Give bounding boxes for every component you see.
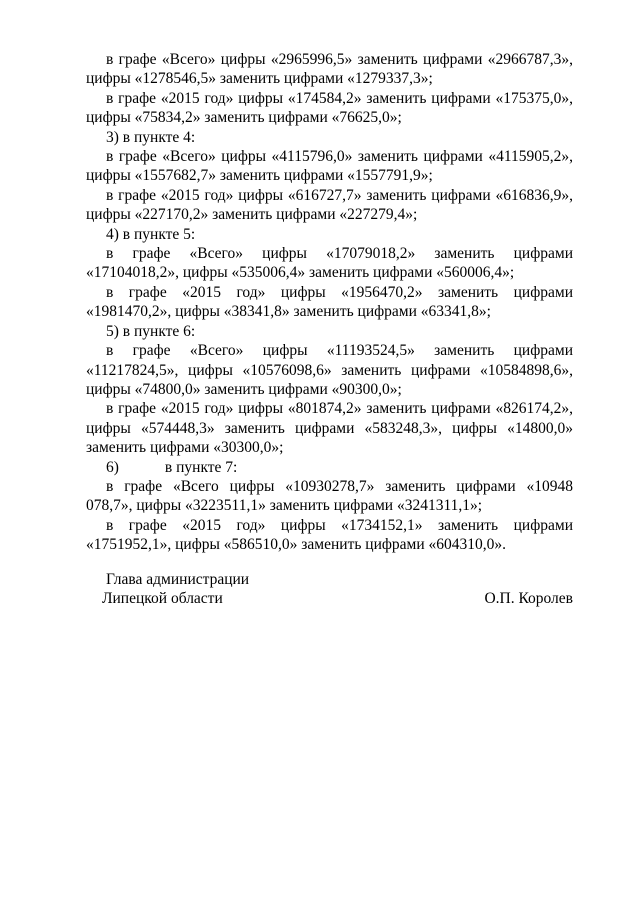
paragraph: в графе «Всего» цифры «17079018,2» заменить цифрами «17104018,2», цифры «535006,4» заменить цифрами «560006,4»; — [86, 245, 573, 282]
paragraph: в графе «Всего цифры «10930278,7» заменить цифрами «10948 078,7», цифры «3223511,1» заменить цифрами «3241311,1»; — [86, 477, 573, 515]
paragraph: в графе «Всего» цифры «4115796,0» заменить цифрами «4115905,2», цифры «1557682,7» заменить цифрами «1557791,9»; — [86, 148, 573, 185]
signature-block — [86, 570, 573, 609]
list-item-heading: 5) в пункте 6: — [106, 322, 196, 340]
paragraph: в графе «2015 год» цифры «616727,7» заменить цифрами «616836,9», цифры «227170,2» заменить цифрами «227279,4»; — [86, 186, 573, 224]
paragraph: в графе «2015 год» цифры «801874,2» заменить цифрами «826174,2», цифры «574448,3» заменить цифрами «583248,3», цифры «14800,0» заменить цифрами «30300,0»; — [86, 400, 573, 457]
signature-title-line2 — [86, 589, 573, 608]
item-text: в пункте 7: — [164, 458, 238, 476]
paragraph: в графе «Всего» цифры «2965996,5» заменить цифрами «2966787,3», цифры «1278546,5» заменить цифрами «1279337,3»; — [86, 51, 573, 88]
signature-title-line1: Глава администрации — [106, 571, 250, 588]
item-number: 6) — [106, 458, 119, 476]
paragraph: в графе «2015 год» цифры «174584,2» заменить цифрами «175375,0», цифры «75834,2» заменить цифрами «76625,0»; — [86, 89, 573, 127]
list-item-heading: 3) в пункте 4: — [106, 128, 196, 146]
list-item-heading: 4) в пункте 5: — [106, 225, 196, 243]
paragraph: в графе «2015 год» цифры «1956470,2» заменить цифрами «1981470,2», цифры «38341,8» заменить цифрами «63341,8»; — [86, 283, 573, 321]
signatory-name: О.П. Королев — [484, 590, 573, 608]
paragraph: в графе «2015 год» цифры «1734152,1» заменить цифрами «1751952,1», цифры «586510,0» заменить цифрами «604310,0». — [86, 516, 573, 554]
signature-title-line2-text: Липецкой области — [102, 590, 223, 608]
list-item-heading — [86, 458, 573, 477]
document-body — [86, 50, 573, 555]
paragraph: в графе «Всего» цифры «11193524,5» заменить цифрами «11217824,5», цифры «10576098,6» заменить цифрами «10584898,6», цифры «74800,0» заменить цифрами «90300,0»; — [86, 342, 573, 398]
